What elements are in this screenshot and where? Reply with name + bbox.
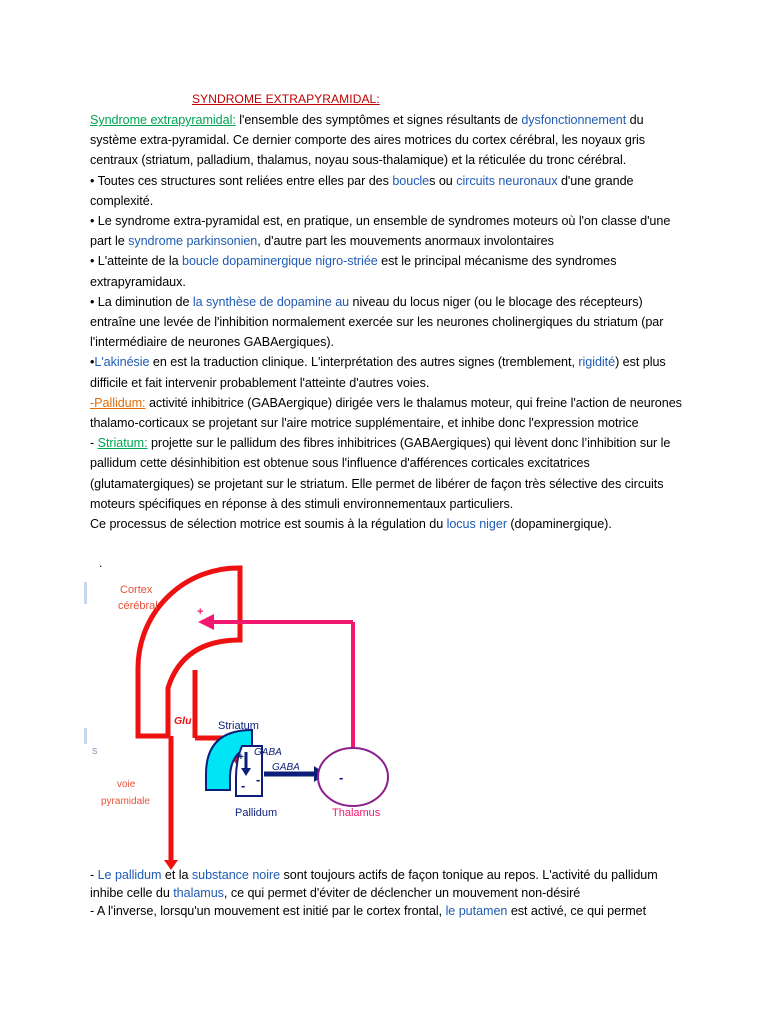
paragraph-akinesie: •L'akinésie en est la traduction clinique. L'interprétation des autres signes (tremblement, rigidité) est plus difficile et fait intervenir probablement l'atteinte d'autres voies. <box>90 355 666 390</box>
paragraph-definition: Syndrome extrapyramidal: l'ensemble des symptômes et signes résultants de dysfonctionnement du système extra-pyramidal. Ce dernier comporte des aires motrices du cortex cérébral, les noyaux gris centraux (striatum, palladium, thalamus, noyau sous-thalamique) et la réticulée du tronc cérébral. <box>90 113 645 168</box>
link-substance-noire[interactable]: substance noire <box>191 868 281 882</box>
link-locus-niger[interactable]: locus niger <box>446 517 507 532</box>
pallidum-label: Pallidum <box>235 807 278 819</box>
link-le-putamen[interactable]: le putamen <box>445 904 508 918</box>
term-syndrome-extrapyramidal: Syndrome extrapyramidal: <box>90 113 236 127</box>
link-boucle[interactable]: boucle <box>392 173 430 188</box>
glu-label: Glu <box>174 715 192 727</box>
link-dysfonctionnement[interactable]: dysfonctionnement <box>521 113 627 127</box>
term-pallidum: -Pallidum: <box>90 395 146 410</box>
margin-fragment-top <box>84 582 87 604</box>
paragraph-pallidum: -Pallidum: activité inhibitrice (GABAergique) dirigée vers le thalamus moteur, qui freine l'action de neurones thalamo-corticaux se projetant sur l'aire motrice supplémentaire, et inhibe donc l'expression motrice <box>90 395 682 431</box>
cortex-shape <box>138 568 240 736</box>
paragraph-putamen: - A l'inverse, lorsqu'un mouvement est initié par le cortex frontal, le putamen est activé, ce qui permet <box>90 904 647 918</box>
diagram-svg <box>80 560 500 870</box>
link-syndrome-parkinsonien[interactable]: syndrome parkinsonien <box>128 234 258 249</box>
cortex-label-line2: cérébral <box>118 600 158 612</box>
gaba-label-1: GABA <box>254 747 282 758</box>
voie-pyramidale-label-line2: pyramidale <box>101 796 150 807</box>
margin-fragment-mid <box>84 728 87 744</box>
link-akinesie[interactable]: L'akinésie <box>94 355 150 370</box>
link-boucle-dopaminergique[interactable]: boucle dopaminergique nigro-striée <box>182 254 378 269</box>
link-thalamus[interactable]: thalamus <box>173 886 224 900</box>
link-synthese-dopamine[interactable]: la synthèse de dopamine au <box>192 294 350 309</box>
thalamus-minus-sign: - <box>339 770 344 785</box>
fragment-s: s <box>92 745 98 757</box>
document-body <box>90 110 690 534</box>
link-rigidite[interactable]: rigidité <box>578 355 616 370</box>
link-le-pallidum[interactable]: Le pallidum <box>97 868 162 882</box>
link-circuits-neuronaux[interactable]: circuits neuronaux <box>456 173 558 188</box>
document-title: SYNDROME EXTRAPYRAMIDAL: <box>192 92 380 106</box>
paragraph-structures: • Toutes ces structures sont reliées entre elles par des boucles ou circuits neuronaux d'une grande complexité. <box>90 173 634 208</box>
paragraph-selection-motrice: Ce processus de sélection motrice est soumis à la régulation du locus niger (dopaminergique). <box>90 517 612 532</box>
thalamus-shape <box>318 748 388 806</box>
thalamus-label: Thalamus <box>332 807 381 819</box>
term-striatum: Striatum: <box>97 436 148 451</box>
voie-pyramidale-label-line1: voie <box>117 779 136 790</box>
pallidum-minus-sign: - <box>241 778 246 793</box>
document-body-continued <box>90 866 690 920</box>
striatum-plus-sign: + <box>238 752 244 763</box>
paragraph-dopamine: • La diminution de la synthèse de dopamine au niveau du locus niger (ou le blocage des récepteurs) entraîne une levée de l'inhibition normalement exercée sur les neurones cholinergiques du striatum (par l'intermédiaire de neurones GABAergiques). <box>90 294 664 350</box>
cortex-label-line1: Cortex <box>120 584 153 596</box>
paragraph-pallidum-tonique: - Le pallidum et la substance noire sont toujours actifs de façon tonique au repos. L'activité du pallidum inhibe celle du thalamus, ce qui permet d'éviter de déclencher un mouvement non-désiré <box>90 868 658 900</box>
paragraph-striatum: - Striatum: projette sur le pallidum des fibres inhibitrices (GABAergiques) qui lèvent donc l’inhibition sur le pallidum cette désinhibition est obtenue sous l'influence d'afférences corticales excitatrices (glutamatergiques) se projetant sur le striatum. Elle permet de libérer de façon très sélective des circuits moteurs spécifiques en réponse à des stimuli environnementaux particuliers. <box>90 436 671 511</box>
paragraph-boucle-dopaminergique: • L'atteinte de la boucle dopaminergique nigro-striée est le principal mécanisme des syndromes extrapyramidaux. <box>90 254 617 289</box>
gaba-label-2: GABA <box>272 762 300 773</box>
basal-ganglia-diagram <box>80 560 500 870</box>
paragraph-syndromes-moteurs: • Le syndrome extra-pyramidal est, en pratique, un ensemble de syndromes moteurs où l'on classe d'une part le syndrome parkinsonien, d'autre part les mouvements anormaux involontaires <box>90 214 671 249</box>
stray-dot: . <box>99 556 103 570</box>
cortex-plus-sign: + <box>197 606 204 618</box>
striatum-label: Striatum <box>218 720 259 732</box>
gaba-minus-sign: - <box>256 772 261 787</box>
